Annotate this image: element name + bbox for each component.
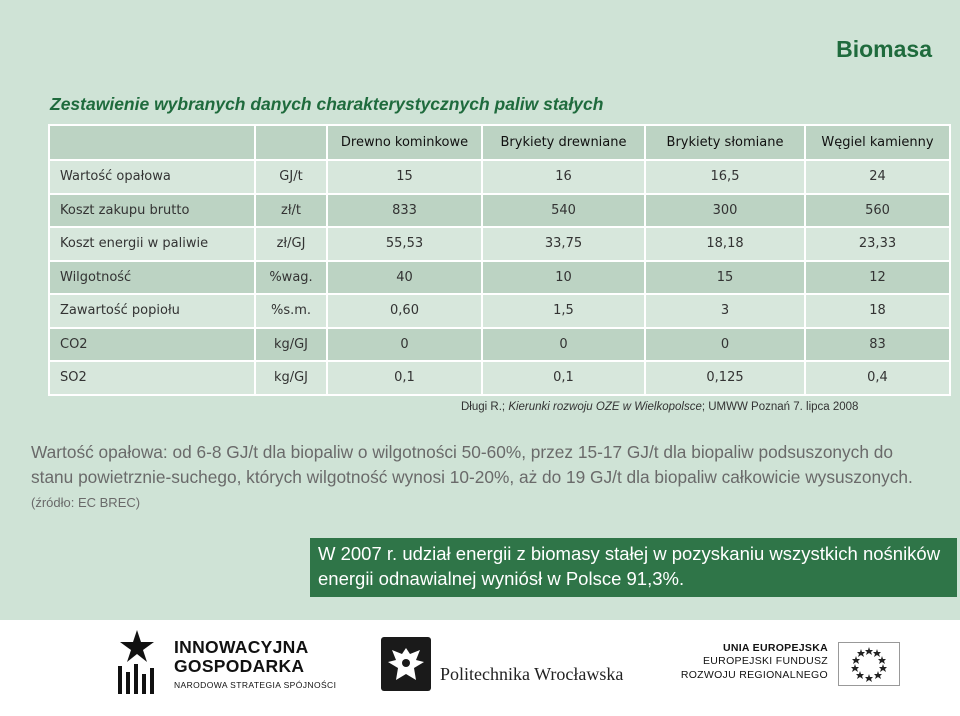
table-row	[49, 227, 950, 261]
row-value: 16,5	[645, 160, 805, 194]
wroclaw-university-name: Politechnika Wrocławska	[440, 664, 624, 684]
row-name: Wilgotność	[49, 261, 255, 295]
table-row	[49, 361, 950, 395]
source-rest: ; UMWW Poznań 7. lipca 2008	[701, 401, 859, 413]
innovative-economy-text	[174, 638, 336, 690]
table-header-cell	[255, 125, 327, 160]
row-name: Wartość opałowa	[49, 160, 255, 194]
eu-line-2: EUROPEJSKI FUNDUSZ	[703, 655, 828, 667]
fuel-comparison-table	[48, 124, 951, 396]
table-header-cell: Brykiety drewniane	[482, 125, 645, 160]
row-value: 55,53	[327, 227, 482, 261]
row-unit: zł/t	[255, 194, 327, 228]
row-name: Koszt zakupu brutto	[49, 194, 255, 228]
row-value: 15	[327, 160, 482, 194]
highlight-banner: W 2007 r. udział energii z biomasy stałej w pozyskaniu wszystkich nośników energii odnawialnej wyniósł w Polsce 91,3%.	[310, 538, 957, 597]
table-header-row	[49, 125, 950, 160]
row-value: 16	[482, 160, 645, 194]
row-value: 0,125	[645, 361, 805, 395]
row-unit: %wag.	[255, 261, 327, 295]
row-value: 3	[645, 294, 805, 328]
row-value: 1,5	[482, 294, 645, 328]
row-value: 18	[805, 294, 950, 328]
row-value: 10	[482, 261, 645, 295]
ig-line-3: NARODOWA STRATEGIA SPÓJNOŚCI	[174, 680, 337, 690]
ig-line-2: GOSPODARKA	[174, 656, 305, 676]
row-name: Koszt energii w paliwie	[49, 227, 255, 261]
row-value: 0	[645, 328, 805, 362]
row-value: 33,75	[482, 227, 645, 261]
table-header-cell: Węgiel kamienny	[805, 125, 950, 160]
row-name: SO2	[49, 361, 255, 395]
row-unit: %s.m.	[255, 294, 327, 328]
row-value: 83	[805, 328, 950, 362]
row-value: 0	[327, 328, 482, 362]
row-value: 24	[805, 160, 950, 194]
eu-line-1: UNIA EUROPEJSKA	[722, 642, 828, 654]
row-unit: zł/GJ	[255, 227, 327, 261]
table-row	[49, 194, 950, 228]
eu-line-3: ROZWOJU REGIONALNEGO	[680, 669, 828, 681]
table-row	[49, 261, 950, 295]
row-value: 0,4	[805, 361, 950, 395]
row-unit: GJ/t	[255, 160, 327, 194]
row-unit: kg/GJ	[255, 328, 327, 362]
row-value: 0,1	[327, 361, 482, 395]
table-header-cell	[49, 125, 255, 160]
table-header-cell: Drewno kominkowe	[327, 125, 482, 160]
table-row	[49, 328, 950, 362]
body-paragraph	[31, 440, 931, 516]
eu-fund-text	[668, 642, 828, 682]
table-row	[49, 160, 950, 194]
table-header-cell: Brykiety słomiane	[645, 125, 805, 160]
slide-title: Biomasa	[836, 36, 932, 62]
row-value: 833	[327, 194, 482, 228]
slide-subtitle: Zestawienie wybranych danych charakterystycznych paliw stałych	[50, 94, 604, 114]
table-row	[49, 294, 950, 328]
row-name: CO2	[49, 328, 255, 362]
row-unit: kg/GJ	[255, 361, 327, 395]
row-value: 0,60	[327, 294, 482, 328]
source-author: Długi R.;	[461, 401, 506, 413]
source-title: Kierunki rozwoju OZE w Wielkopolsce	[508, 401, 702, 413]
innovative-economy-logo-icon	[112, 628, 162, 698]
body-source-note: (źródło: EC BREC)	[31, 495, 141, 510]
row-value: 12	[805, 261, 950, 295]
row-value: 300	[645, 194, 805, 228]
body-text: Wartość opałowa: od 6-8 GJ/t dla biopaliw o wilgotności 50-60%, przez 15-17 GJ/t dla biopaliw podsuszonych do stanu powietrznie-suchego, których wilgotność wynosi 10-20%, aż do 19 GJ/t dla biopaliw całkowicie wysuszonych.	[31, 442, 913, 487]
row-value: 0,1	[482, 361, 645, 395]
row-value: 0	[482, 328, 645, 362]
row-value: 560	[805, 194, 950, 228]
table-source-note	[461, 401, 858, 413]
row-value: 540	[482, 194, 645, 228]
row-value: 18,18	[645, 227, 805, 261]
ig-line-1: INNOWACYJNA	[174, 637, 309, 657]
eu-stars-flag-icon	[838, 642, 900, 686]
wroclaw-university-eagle-icon	[380, 636, 432, 692]
row-value: 23,33	[805, 227, 950, 261]
row-value: 40	[327, 261, 482, 295]
row-name: Zawartość popiołu	[49, 294, 255, 328]
row-value: 15	[645, 261, 805, 295]
footer-logos	[0, 620, 960, 716]
